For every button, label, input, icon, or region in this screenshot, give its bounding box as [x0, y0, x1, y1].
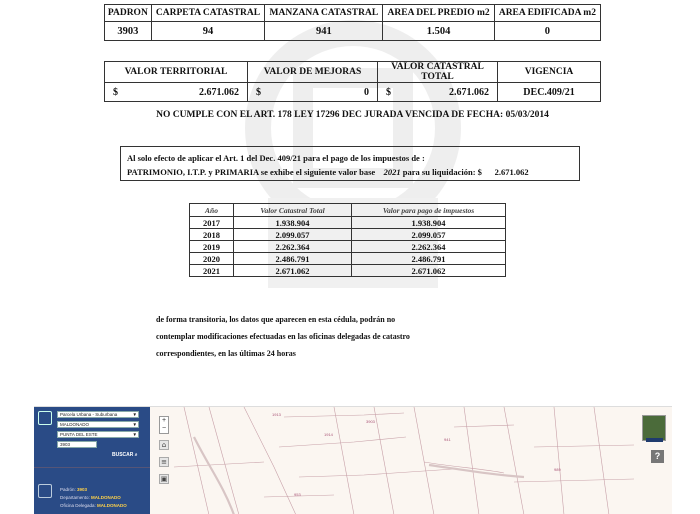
- layers-button[interactable]: [159, 457, 169, 467]
- header-area-edificada: AREA EDIFICADA m2: [494, 5, 600, 22]
- chevron-down-icon: ▼: [132, 422, 137, 427]
- value-valor-catastral-total: [378, 83, 498, 102]
- search-icon: ⌕: [134, 452, 138, 458]
- header-valor-catastral: Valor Catastral Total: [234, 204, 352, 217]
- transitory-disclaimer: [156, 311, 486, 362]
- currency-sign: $: [386, 86, 391, 98]
- value-carpeta: 94: [151, 22, 265, 41]
- row-catastral: 2.099.057: [234, 229, 352, 241]
- value-valor-mejoras: [248, 83, 378, 102]
- tax-box-year: 2021: [383, 167, 401, 177]
- catastro-logo-icon: [38, 411, 52, 425]
- layers-icon: ≡: [161, 458, 167, 466]
- row-catastral: 1.938.904: [234, 217, 352, 229]
- info-oficina-value: MALDONADO: [97, 503, 127, 508]
- select-departamento-value: MALDONADO: [60, 422, 90, 427]
- basemap-thumbnail-label: [646, 438, 663, 442]
- parcel-info-icon: [38, 484, 52, 498]
- table-row: [190, 265, 506, 277]
- row-year: 2021: [190, 265, 234, 277]
- tax-box-line1: Al solo efecto de aplicar el Art. 1 del Dec. 409/21 para el pago de los impuestos de :: [127, 153, 425, 163]
- header-area-predio: AREA DEL PREDIO m2: [383, 5, 494, 22]
- map-viewer[interactable]: [34, 406, 672, 514]
- row-pago: 2.262.364: [352, 241, 506, 253]
- print-icon: ▣: [160, 475, 168, 483]
- value-area-predio: 1.504: [383, 22, 494, 41]
- table-row: [190, 253, 506, 265]
- panel-divider: [34, 467, 150, 468]
- zoom-control: [159, 416, 169, 434]
- select-tipo-parcela[interactable]: [57, 411, 139, 418]
- info-padron-label: Padrón:: [60, 487, 76, 492]
- header-valor-territorial: VALOR TERRITORIAL: [105, 62, 248, 83]
- header-manzana: MANZANA CATASTRAL: [265, 5, 383, 22]
- select-localidad[interactable]: [57, 431, 139, 438]
- compliance-notice: NO CUMPLE CON EL ART. 178 LEY 17296 DEC JURADA VENCIDA DE FECHA: 05/03/2014: [156, 110, 549, 120]
- table-row: [190, 241, 506, 253]
- value-vigencia: DEC.409/21: [498, 83, 601, 102]
- value-area-edificada: 0: [494, 22, 600, 41]
- disclaimer-line-3: correspondientes, en las últimas 24 horas: [156, 349, 296, 358]
- info-departamento-label: Departamento:: [60, 495, 90, 500]
- map-label: 1913: [272, 412, 281, 417]
- header-valor-mejoras: VALOR DE MEJORAS: [248, 62, 378, 83]
- info-padron-value: 3903: [77, 487, 88, 492]
- row-year: 2020: [190, 253, 234, 265]
- header-valor-pago: Valor para pago de impuestos: [352, 204, 506, 217]
- header-anio: Año: [190, 204, 234, 217]
- info-departamento-value: MALDONADO: [91, 495, 121, 500]
- padron-table: [104, 4, 601, 41]
- history-table: [189, 203, 506, 277]
- disclaimer-line-2: contemplar modificaciones efectuadas en las oficinas delegadas de catastro: [156, 332, 410, 341]
- row-pago: 2.099.057: [352, 229, 506, 241]
- zoom-out-button[interactable]: −: [161, 425, 167, 432]
- valor-table: [104, 61, 601, 102]
- amount-territorial: 2.671.062: [199, 86, 239, 98]
- header-valor-catastral-total: VALOR CATASTRAL TOTAL: [378, 62, 498, 83]
- amount-total: 2.671.062: [449, 86, 489, 98]
- map-label: 953: [294, 492, 301, 497]
- map-search-panel: [34, 407, 150, 514]
- tax-box-line2-b: para su liquidación: $: [402, 167, 482, 177]
- row-year: 2019: [190, 241, 234, 253]
- padron-input[interactable]: [57, 441, 97, 448]
- row-catastral: 2.486.791: [234, 253, 352, 265]
- select-tipo-value: Parcela Urbana - Suburbana: [60, 412, 118, 417]
- row-catastral: 2.671.062: [234, 265, 352, 277]
- help-button[interactable]: ?: [651, 450, 664, 463]
- value-manzana: 941: [265, 22, 383, 41]
- select-departamento[interactable]: [57, 421, 139, 428]
- tax-base-box: [120, 146, 580, 181]
- row-year: 2018: [190, 229, 234, 241]
- map-label: 1914: [324, 432, 333, 437]
- table-row: [190, 229, 506, 241]
- amount-mejoras: 0: [364, 86, 369, 98]
- tax-box-amount: 2.671.062: [494, 167, 529, 177]
- search-button[interactable]: [112, 452, 138, 458]
- currency-sign: $: [113, 86, 118, 98]
- row-pago: 2.671.062: [352, 265, 506, 277]
- map-label: 989: [554, 467, 561, 472]
- tax-box-line2: [127, 165, 573, 179]
- search-button-label: BUSCAR: [112, 452, 134, 458]
- info-padron: [60, 487, 87, 492]
- tax-box-line2-a: PATRIMONIO, I.T.P. y PRIMARIA se exhibe el siguiente valor base: [127, 167, 376, 177]
- info-departamento: [60, 495, 121, 500]
- info-oficina: [60, 503, 127, 508]
- home-icon: ⌂: [161, 441, 167, 449]
- row-year: 2017: [190, 217, 234, 229]
- row-pago: 2.486.791: [352, 253, 506, 265]
- chevron-down-icon: ▼: [132, 432, 137, 437]
- home-button[interactable]: [159, 440, 169, 450]
- print-button[interactable]: [159, 474, 169, 484]
- value-valor-territorial: [105, 83, 248, 102]
- disclaimer-line-1: de forma transitoria, los datos que aparecen en esta cédula, podrán no: [156, 315, 396, 324]
- header-vigencia: VIGENCIA: [498, 62, 601, 83]
- header-carpeta: CARPETA CATASTRAL: [151, 5, 265, 22]
- currency-sign: $: [256, 86, 261, 98]
- parcel-info: [38, 484, 146, 514]
- header-padron: PADRON: [105, 5, 152, 22]
- select-localidad-value: PUNTA DEL ESTE: [60, 432, 98, 437]
- table-row: [190, 217, 506, 229]
- zoom-in-button[interactable]: +: [161, 417, 167, 424]
- info-oficina-label: Oficina Delegada:: [60, 503, 96, 508]
- padron-input-value: 3903: [60, 442, 71, 447]
- map-label: 941: [444, 437, 451, 442]
- row-catastral: 2.262.364: [234, 241, 352, 253]
- row-pago: 1.938.904: [352, 217, 506, 229]
- chevron-down-icon: ▼: [132, 412, 137, 417]
- value-padron: 3903: [105, 22, 152, 41]
- map-label: 3903: [366, 419, 375, 424]
